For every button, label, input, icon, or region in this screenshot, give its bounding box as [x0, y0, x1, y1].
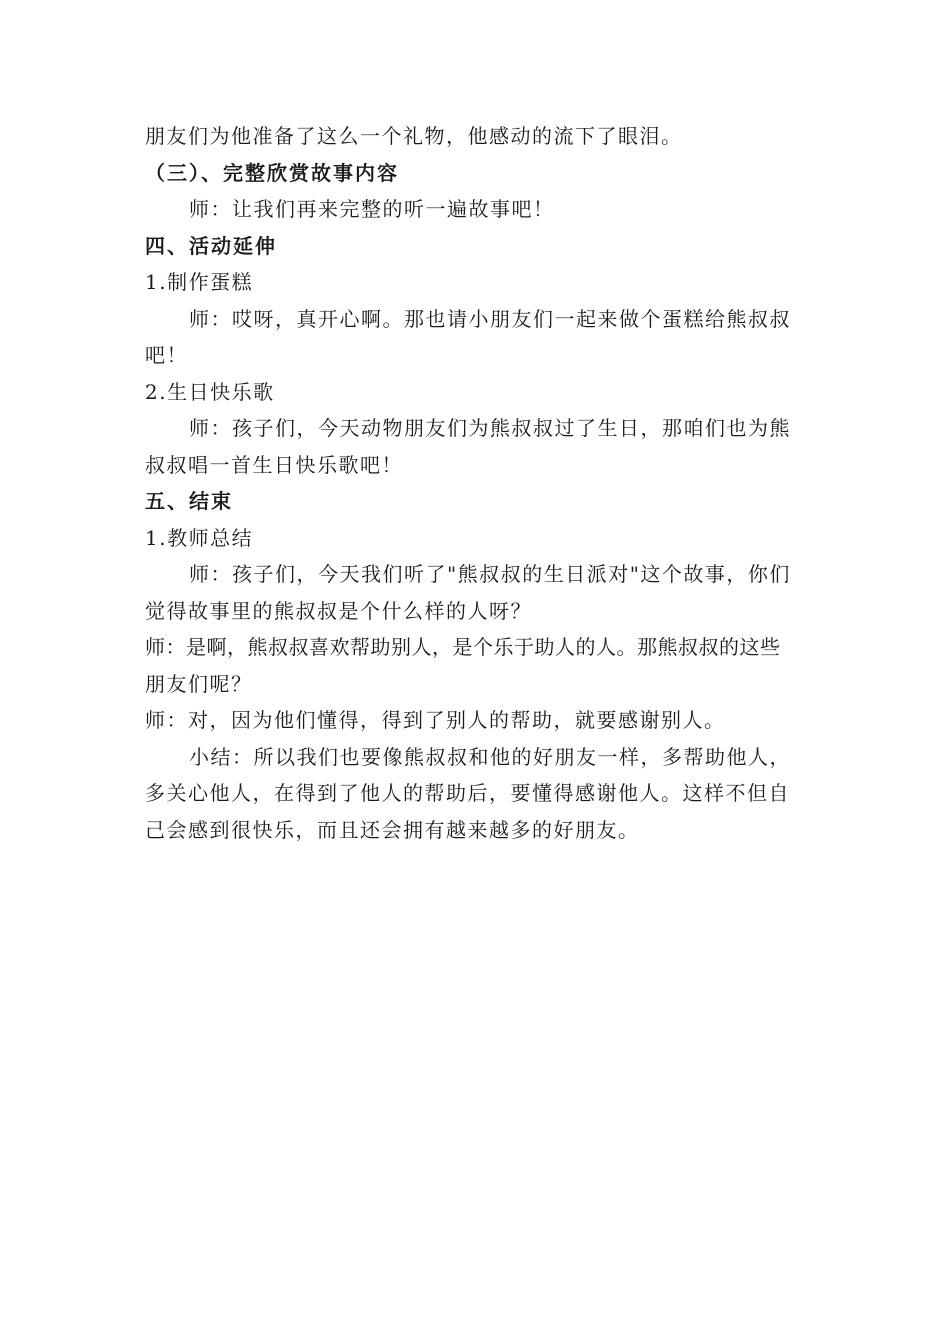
section-heading-appreciate-story: （三）、完整欣赏故事内容	[145, 160, 399, 185]
section-heading-activity-extension: 四、活动延伸	[145, 233, 277, 258]
paragraph-line: 师：孩子们，今天我们听了"熊叔叔的生日派对"这个故事，你们	[189, 562, 791, 586]
paragraph-line: 师：让我们再来完整的听一遍故事吧！	[189, 197, 555, 221]
paragraph-line: 己会感到很快乐，而且还会拥有越来越多的好朋友。	[145, 817, 640, 842]
section-heading-ending: 五、结束	[145, 489, 233, 513]
paragraph-line: 叔叔唱一首生日快乐歌吧！	[145, 452, 403, 477]
paragraph-line: 师：孩子们，今天动物朋友们为熊叔叔过了生日，那咱们也为熊	[189, 416, 791, 440]
subsection-heading-teacher-summary: 1.教师总结	[145, 525, 254, 550]
paragraph-line: 觉得故事里的熊叔叔是个什么样的人呀？	[145, 598, 532, 623]
paragraph-line: 师：哎呀，真开心啊。那也请小朋友们一起来做个蛋糕给熊叔叔	[189, 306, 791, 331]
paragraph-line: 多关心他人，在得到了他人的帮助后，要懂得感谢他人。这样不但自	[145, 781, 790, 805]
subsection-heading-birthday-song: 2.生日快乐歌	[145, 379, 275, 404]
paragraph-line: 朋友们为他准备了这么一个礼物，他感动的流下了眼泪。	[145, 124, 683, 148]
paragraph-line: 朋友们呢？	[145, 671, 253, 696]
subsection-heading-make-cake: 1.制作蛋糕	[145, 270, 254, 294]
paragraph-line: 小结：所以我们也要像熊叔叔和他的好朋友一样，多帮助他人，	[189, 744, 791, 769]
paragraph-line: 师：对，因为他们懂得，得到了别人的帮助，就要感谢别人。	[145, 708, 726, 732]
paragraph-line: 师：是啊，熊叔叔喜欢帮助别人，是个乐于助人的人。那熊叔叔的这些	[145, 635, 781, 659]
paragraph-line: 吧！	[145, 343, 188, 367]
document-body	[145, 118, 810, 848]
